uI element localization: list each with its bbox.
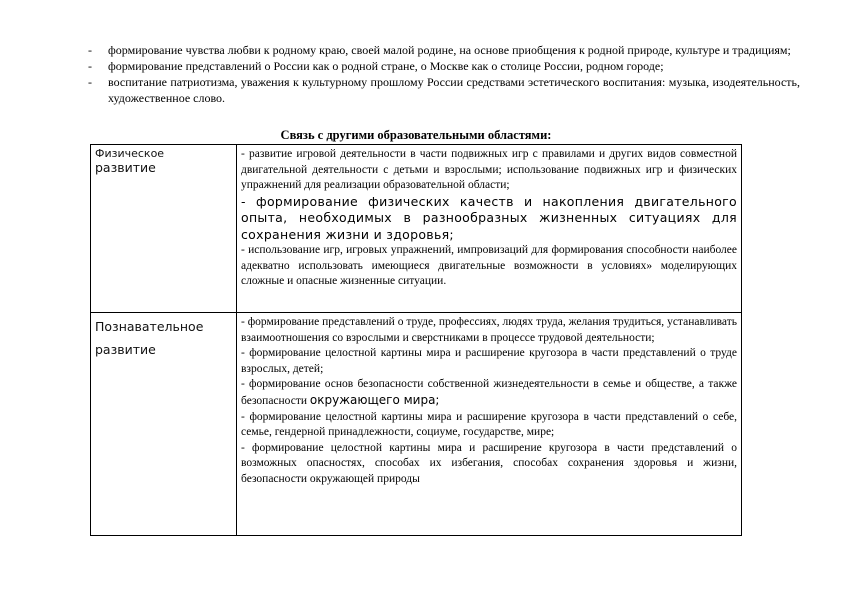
description-item: - использование игр, игровых упражнений, импровизаций для формирования способности наиболее адекватно использовать имеющиеся двигательные возможности в условиях» моделирующих сложные и опасные жизненные ситуации. [241,244,737,288]
area-cell [91,145,237,313]
description-text: - формирование основ безопасности собственной жизнедеятельности в семье и обществе, а также безопасности [241,378,737,407]
description-text-sans: окружающего мира; [309,392,440,407]
area-name-line2: развитие [95,342,156,357]
description-item [241,377,737,409]
goal-text: формирование представлений о России как о родной стране, о Москве как о столице России, родном городе; [108,59,664,73]
goal-text: воспитание патриотизма, уважения к культурному прошлому России средствами эстетического воспитания: музыка, изодеятельность, художественное слово. [108,75,800,105]
area-name-line1: Познавательное [95,319,204,334]
list-item [88,58,800,74]
table-row [91,313,742,536]
description-item: - формирование физических качеств и накопления двигательного опыта, необходимых в разнообразных жизненных ситуациях для сохранения жизни и здоровья; [241,193,737,242]
description-item: - формирование целостной картины мира и расширение кругозора в части представлений о труде взрослых, детей; [241,347,737,375]
list-item [88,74,800,106]
relations-table [90,144,742,536]
description-item: - формирование целостной картины мира и расширение кругозора в части представлений о себе, семье, гендерной принадлежности, социуме, государстве, мире; [241,410,737,439]
list-item [88,42,800,58]
description-item: - формирование представлений о труде, профессиях, людях труда, желания трудиться, устанавливать взаимоотношения со взрослыми и сверстниками в процессе трудовой деятельности; [241,316,737,344]
bullet-dash: - [88,59,92,73]
description-cell [237,145,742,313]
area-cell [91,313,237,536]
bullet-dash: - [88,43,92,57]
goal-text: формирование чувства любви к родному краю, своей малой родине, на основе приобщения к родной природе, культуре и традициям; [108,43,791,57]
bullet-dash: - [88,75,92,89]
area-name-line1: Физическое [95,147,165,160]
table-row [91,145,742,313]
goal-list [88,42,800,106]
description-item: - развитие игровой деятельности в части подвижных игр с правилами и других видов совместной двигательной деятельности с детьми и взрослыми; использование подвижных игр и физических упражнений для реализации образовательной области; [241,148,737,192]
description-cell [237,313,742,536]
description-item: - формирование целостной картины мира и расширение кругозора в части представлений о возможных опасностях, способах их избегания, способах сохранения здоровья и жизни, безопасности окружающей природы [241,441,737,485]
area-name-line2: развитие [95,160,156,175]
section-heading: Связь с другими образовательными областями: [280,128,552,142]
